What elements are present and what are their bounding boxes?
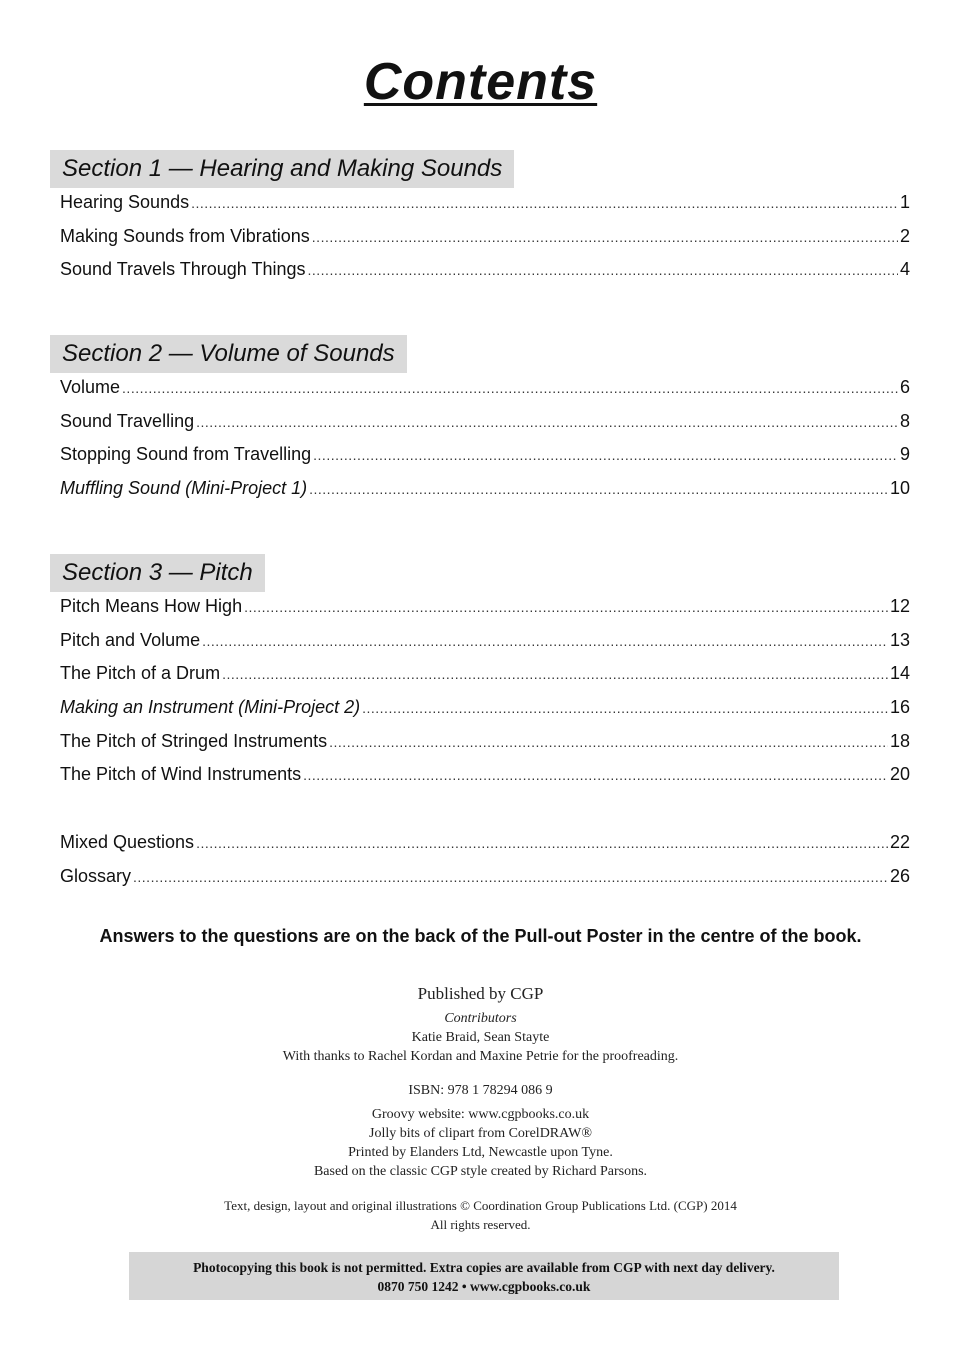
toc-entry[interactable] (60, 478, 910, 512)
toc-entry-page: 6 (899, 377, 910, 397)
toc-entry-page: 18 (889, 730, 910, 751)
toc-entry-label: Sound Travelling (60, 410, 195, 431)
toc-entry[interactable] (60, 697, 910, 731)
section-heading-3: Section 3 — Pitch (50, 554, 265, 592)
toc-entry[interactable] (60, 192, 910, 226)
toc-entry-page: 14 (889, 663, 910, 684)
section-heading-2: Section 2 — Volume of Sounds (50, 335, 407, 373)
dot-leader (329, 734, 888, 750)
dot-leader (196, 835, 888, 851)
toc-entry-label: Pitch and Volume (60, 629, 201, 650)
toc-list-section-1 (60, 192, 910, 293)
toc-entry-page: 2 (899, 225, 910, 246)
publisher-details (0, 1105, 961, 1181)
contributors-heading: Contributors (444, 1011, 517, 1026)
dot-leader (122, 380, 898, 396)
copyright-block (0, 1196, 961, 1234)
clipart-line: Jolly bits of clipart from CorelDRAW® (369, 1126, 592, 1141)
dot-leader (244, 599, 888, 615)
toc-entry[interactable] (60, 764, 910, 798)
toc-entry-label: Volume (60, 377, 121, 397)
toc-entry-label: Hearing Sounds (60, 192, 190, 212)
toc-list-section-2 (60, 377, 910, 512)
toc-entry-page: 16 (889, 697, 910, 718)
dot-leader (303, 767, 888, 783)
dot-leader (196, 414, 898, 430)
toc-entry[interactable] (60, 226, 910, 260)
toc-entry-page: 9 (899, 444, 910, 465)
toc-entry-label: The Pitch of Wind Instruments (60, 764, 302, 785)
toc-list-extras (60, 832, 910, 899)
rights-line: All rights reserved. (430, 1217, 531, 1232)
section-heading-1: Section 1 — Hearing and Making Sounds (50, 150, 514, 188)
toc-entry[interactable] (60, 663, 910, 697)
toc-entry-page: 26 (889, 865, 910, 886)
printer-line: Printed by Elanders Ltd, Newcastle upon Tyne. (348, 1145, 613, 1160)
toc-entry-page: 4 (899, 259, 910, 280)
toc-entry-label: Making Sounds from Vibrations (60, 225, 310, 246)
toc-list-section-3 (60, 596, 910, 798)
dot-leader (313, 447, 898, 463)
toc-entry-label: Pitch Means How High (60, 596, 243, 616)
toc-entry-page: 13 (889, 629, 910, 650)
toc-entry-label: Stopping Sound from Travelling (60, 444, 312, 465)
contributors-block (0, 1009, 961, 1066)
toc-entry-label: Mixed Questions (60, 832, 195, 852)
website-line: Groovy website: www.cgpbooks.co.uk (371, 1107, 590, 1122)
dot-leader (309, 481, 888, 497)
toc-entry-label: The Pitch of Stringed Instruments (60, 730, 328, 751)
contributors-names: Katie Braid, Sean Stayte (411, 1030, 550, 1045)
toc-entry-label: Glossary (60, 865, 132, 886)
dot-leader (222, 666, 888, 682)
toc-entry-page: 1 (899, 192, 910, 212)
dot-leader (308, 262, 898, 278)
toc-entry-label: Making an Instrument (Mini-Project 2) (60, 697, 361, 718)
toc-entry-label: The Pitch of a Drum (60, 663, 221, 684)
dot-leader (312, 229, 898, 245)
toc-entry[interactable] (60, 832, 910, 866)
thanks-line: With thanks to Rachel Kordan and Maxine Petrie for the proofreading. (282, 1049, 679, 1064)
dot-leader (202, 633, 888, 649)
toc-entry-label: Sound Travels Through Things (60, 259, 306, 280)
toc-entry[interactable] (60, 630, 910, 664)
answers-note: Answers to the questions are on the back of the Pull-out Poster in the centre of the book. (99, 926, 862, 946)
published-by: Published by CGP (417, 984, 544, 1003)
photocopy-notice-box (129, 1252, 839, 1300)
style-line: Based on the classic CGP style created by Richard Parsons. (313, 1164, 648, 1179)
toc-entry[interactable] (60, 411, 910, 445)
toc-entry-page: 20 (889, 764, 910, 785)
dot-leader (191, 195, 898, 211)
toc-entry-page: 12 (889, 596, 910, 616)
contact-line: 0870 750 1242 • www.cgpbooks.co.uk (377, 1279, 591, 1294)
dot-leader (362, 700, 888, 716)
dot-leader (133, 869, 888, 885)
toc-entry[interactable] (60, 444, 910, 478)
toc-entry[interactable] (60, 377, 910, 411)
toc-entry[interactable] (60, 259, 910, 293)
toc-entry-page: 8 (899, 410, 910, 431)
copyright-line: Text, design, layout and original illustrations © Coordination Group Publications Ltd. (CGP) 2014 (224, 1198, 737, 1213)
isbn-line: ISBN: 978 1 78294 086 9 (408, 1083, 553, 1098)
toc-entry[interactable] (60, 731, 910, 765)
toc-entry[interactable] (60, 596, 910, 630)
toc-entry[interactable] (60, 866, 910, 900)
page-title: Contents (363, 53, 598, 111)
toc-entry-label: Muffling Sound (Mini-Project 1) (60, 478, 308, 499)
toc-entry-page: 22 (889, 832, 910, 852)
photocopy-notice: Photocopying this book is not permitted. Extra copies are available from CGP with next day delivery. (193, 1260, 775, 1275)
toc-entry-page: 10 (889, 478, 910, 499)
